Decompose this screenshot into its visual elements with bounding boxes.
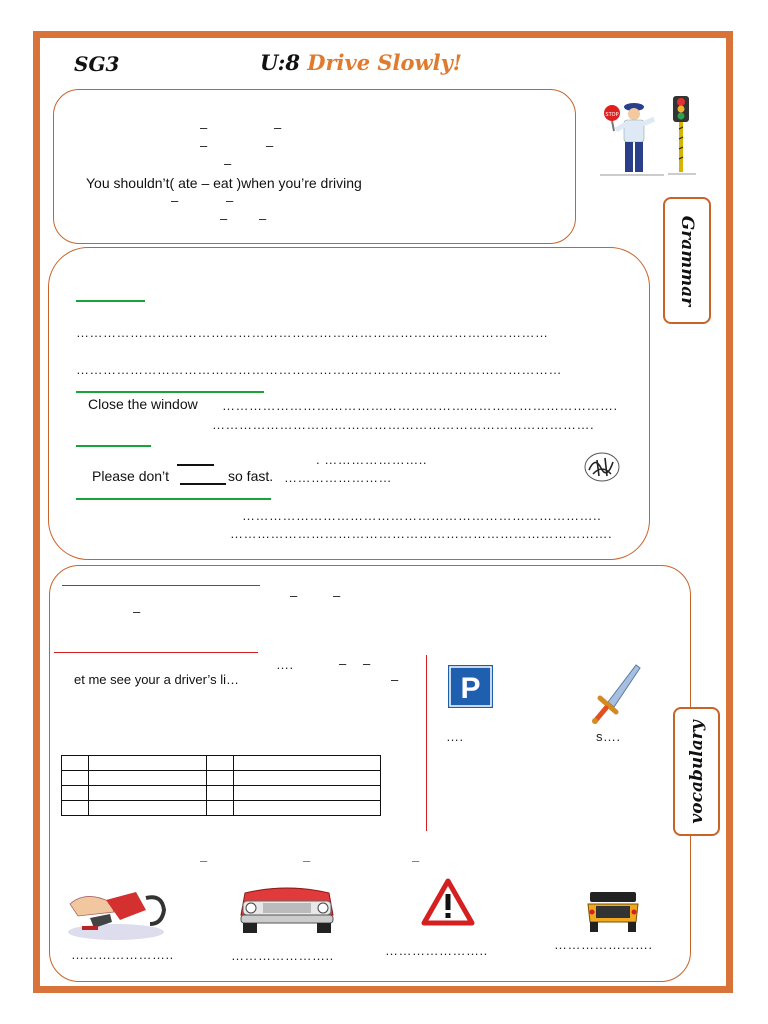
green-rule: [76, 300, 145, 302]
answer-line: ……………………………………………………………………………………………: [76, 325, 549, 340]
table-row: [62, 771, 381, 786]
green-rule: [76, 498, 271, 500]
dash: –: [171, 193, 179, 208]
traffic-officer-icon: [600, 97, 664, 177]
answer-line: ………………………………………………………………………………………………: [76, 362, 562, 377]
svg-text:P: P: [460, 672, 481, 705]
dash: –: [339, 656, 347, 671]
answer-line: ………………………………………………………………………….: [230, 526, 613, 541]
table-row: [62, 801, 381, 816]
license-text: et me see your a driver’s li…: [74, 672, 239, 687]
so-fast-text: so fast.: [228, 468, 274, 484]
grammar-box-1: [53, 89, 576, 244]
car-front-icon: [237, 885, 337, 935]
dash: –: [133, 604, 141, 619]
unit-name: Drive Slowly!: [307, 50, 463, 75]
dash: –: [226, 193, 234, 208]
blank-line: [180, 483, 226, 485]
dash: –: [266, 138, 274, 153]
warning-triangle-icon: [421, 878, 475, 926]
sg-label: SG3: [74, 52, 120, 76]
calligraphy-seal-icon: [583, 450, 621, 484]
please-dont-text: Please don’t: [92, 468, 170, 484]
dash: –: [391, 672, 399, 687]
red-divider: [426, 655, 427, 831]
dash: –: [200, 853, 208, 868]
traffic-light-icon: [668, 95, 696, 177]
dash: –: [200, 138, 208, 153]
close-window-text: Close the window: [88, 396, 198, 412]
car-trunk-caption: ………………….: [554, 937, 653, 952]
table-row: [62, 756, 381, 771]
car-front-caption: …………………..: [231, 948, 334, 963]
answer-line: . …………………..: [316, 452, 427, 467]
answer-line: ….: [276, 657, 294, 672]
unit-number: U:8: [260, 50, 300, 75]
dash: –: [259, 211, 267, 226]
grammar-tag: [663, 197, 711, 324]
svg-text:STOP: STOP: [605, 112, 619, 118]
dash: –: [200, 120, 208, 135]
answer-line: ………………………………………………………………………….: [212, 417, 595, 432]
dash: –: [303, 853, 311, 868]
dash: –: [290, 588, 298, 603]
red-rule: [62, 585, 260, 586]
red-rule: [54, 652, 258, 653]
dash: –: [274, 120, 282, 135]
parking-sign-icon: [447, 664, 494, 709]
fuel-caption: …………………..: [71, 947, 174, 962]
answer-line: …………………………………………………………………………….: [222, 398, 618, 413]
answer-line: ……………………: [284, 470, 392, 485]
blank-line: [177, 464, 214, 466]
vocabulary-label: vocabulary: [686, 719, 707, 824]
fuel-nozzle-icon: [66, 884, 168, 942]
green-rule: [76, 445, 151, 447]
matching-table: [61, 755, 381, 816]
green-rule: [76, 391, 264, 393]
example-sentence: You shouldn’t( ate – eat )when you’re driving: [86, 175, 362, 191]
grammar-label: Grammar: [677, 215, 697, 306]
dash: –: [412, 853, 420, 868]
car-trunk-icon: [586, 888, 640, 934]
dash: –: [220, 211, 228, 226]
dash: –: [224, 156, 232, 171]
sword-icon: [590, 662, 642, 724]
dash: –: [333, 588, 341, 603]
vocabulary-tag: [673, 707, 720, 836]
dash: –: [363, 656, 371, 671]
sword-caption: s….: [596, 729, 621, 744]
unit-title: [260, 50, 462, 75]
table-row: [62, 786, 381, 801]
parking-caption: ….: [446, 729, 464, 744]
answer-line: ……………………………………………………………………..: [242, 508, 602, 523]
warning-caption: …………………..: [385, 943, 488, 958]
